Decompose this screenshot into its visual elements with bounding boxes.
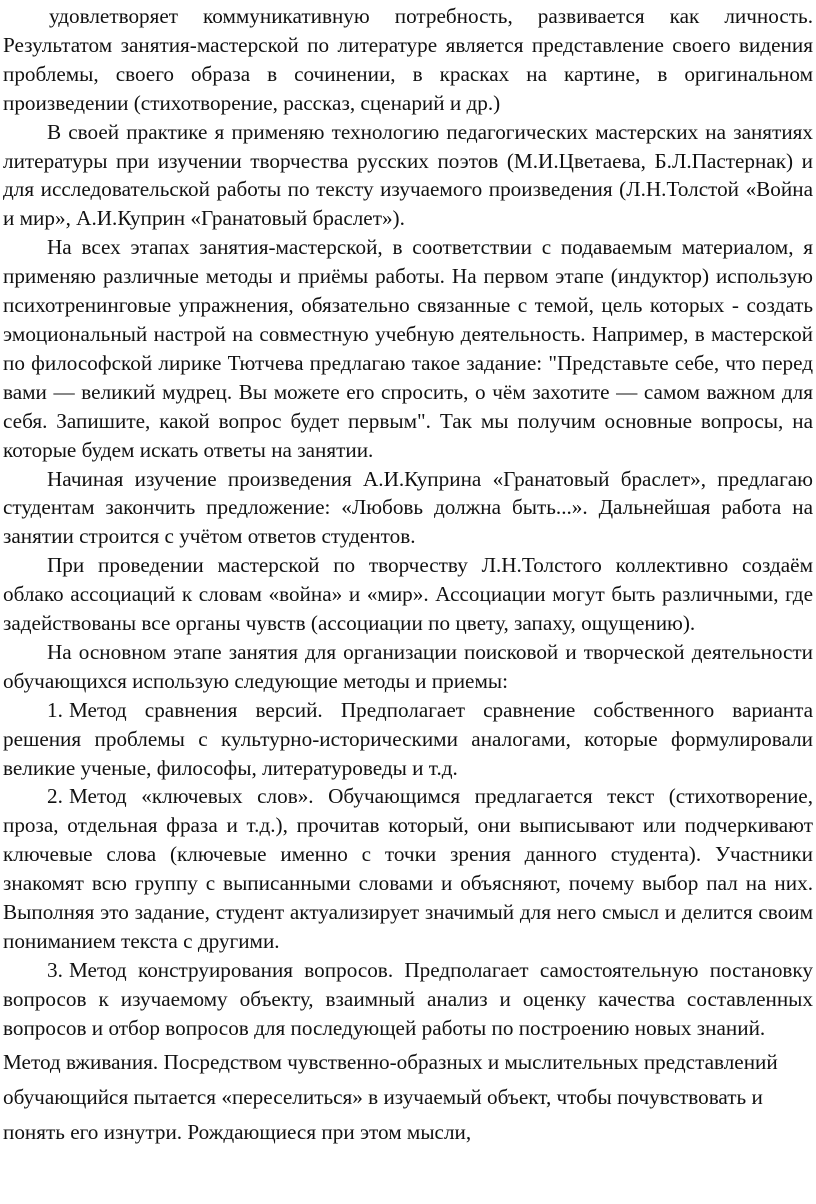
paragraph-stages: На всех этапах занятия-мастерской, в соответствии с подаваемым материалом, я применяю различные методы и приёмы работы. На первом этапе (индуктор) использую психотренинговые упражнения, обязательно связанные с темой, цель которых - создать эмоциональный настрой на совместную учебную деятельность. Например, в мастерской по философской лирике Тютчева предлагаю такое задание: "Представьте себе, что перед вами — великий мудрец. Вы можете его спросить, о чём захотите — самом важном для себя. Запишите, какой вопрос будет первым". Так мы получим основные вопросы, на которые будем искать ответы на занятии.	[3, 235, 813, 462]
list-item-method-3	[3, 956, 813, 1043]
list-item-text: Метод сравнения версий. Предполагает сравнение собственного варианта решения проблемы с культурно-историческими аналогами, которые формулировали великие ученые, философы, литературоведы и т.д.	[3, 697, 813, 780]
list-item-text: Метод конструирования вопросов. Предполагает самостоятельную постановку вопросов к изучаемому объекту, взаимный анализ и оценку качества составленных вопросов и отбор вопросов для последующей работы по построению новых знаний.	[3, 957, 813, 1040]
paragraph-tolstoy: При проведении мастерской по творчеству Л.Н.Толстого коллективно создаём облако ассоциаций к словам «война» и «мир». Ассоциации могут быть различными, где задействованы все органы чувств (ассоциации по цвету, запаху, ощущению).	[3, 553, 813, 636]
list-item-number: 2.	[47, 784, 63, 809]
list-item-number: 1.	[47, 697, 63, 722]
paragraph-continuation: удовлетворяет коммуникативную потребность, развивается как личность. Результатом занятия-мастерской по литературе является представление своего видения проблемы, своего образа в сочинении, в красках на картине, в оригинальном произведении (стихотворение, рассказ, сценарий и др.)	[3, 4, 813, 115]
list-item-method-2	[3, 782, 813, 955]
list-item-text: Метод «ключевых слов». Обучающимся предлагается текст (стихотворение, проза, отдельная фраза и т.д.), прочитав который, они выписывают или подчеркивают ключевые слова (ключевые именно с точки зрения данного студента). Участники знакомят всю группу с выписанными словами и объясняют, почему выбор пал на них. Выполняя это задание, студент актуализирует значимый для него смысл и делится своим пониманием текста с другими.	[3, 784, 813, 953]
paragraph-practice: В своей практике я применяю технологию педагогических мастерских на занятиях литературы при изучении творчества русских поэтов (М.И.Цветаева, Б.Л.Пастернак) и для исследовательской работы по тексту изучаемого произведения (Л.Н.Толстой «Война и мир», А.И.Куприн «Гранатовый браслет»).	[3, 119, 813, 231]
paragraph-empathy-method: Метод вживания. Посредством чувственно-образных и мыслительных представлений обучающийся пытается «переселиться» в изучаемый объект, чтобы почувствовать и понять его изнутри. Рождающиеся при этом мысли,	[3, 1049, 778, 1144]
paragraph-kuprin: Начиная изучение произведения А.И.Куприна «Гранатовый браслет», предлагаю студентам закончить предложение: «Любовь должна быть...». Дальнейшая работа на занятии строится с учётом ответов студентов.	[3, 466, 813, 549]
list-item-number: 3.	[47, 957, 63, 982]
list-item-method-1	[3, 696, 813, 783]
paragraph-main-stage: На основном этапе занятия для организации поисковой и творческой деятельности обучающихся использую следующие методы и приемы:	[3, 639, 813, 693]
